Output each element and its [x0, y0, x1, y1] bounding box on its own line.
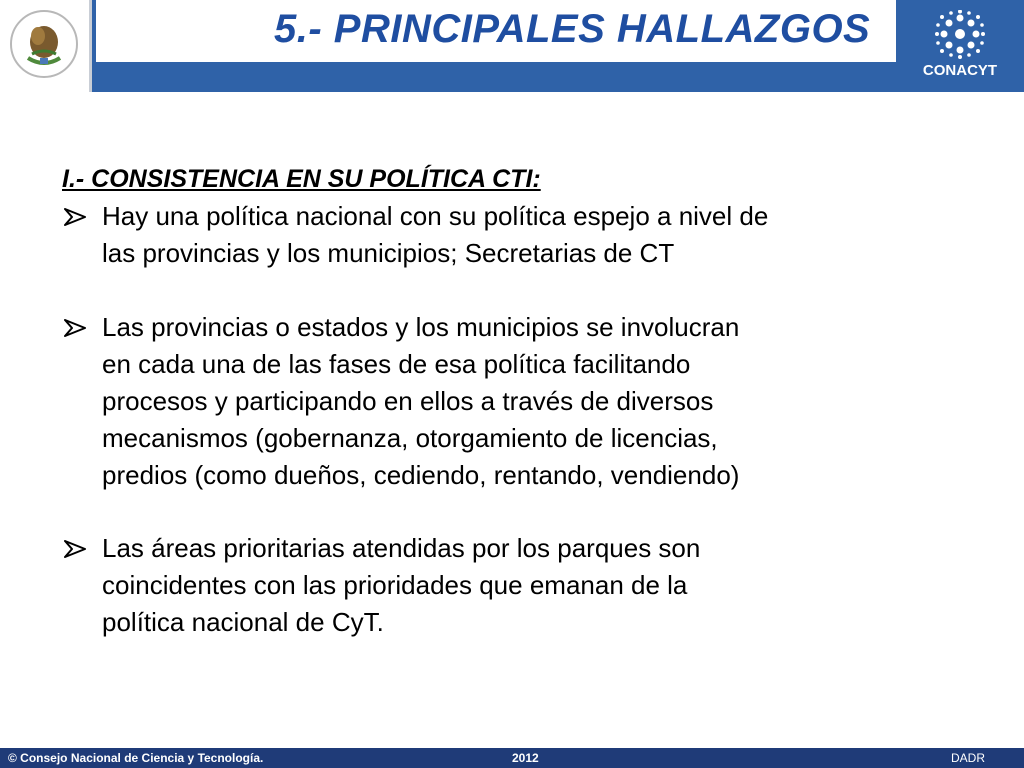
footer-year: 2012	[512, 751, 539, 765]
bullet-line: procesos y participando en ellos a través de diversos	[102, 386, 714, 416]
arrowhead-bullet-icon	[62, 309, 90, 346]
header-bar	[0, 0, 1024, 92]
page-title: 5.- PRINCIPALES HALLAZGOS	[274, 7, 871, 51]
conacyt-logo-text: CONACYT	[922, 62, 998, 79]
footer-copyright: © Consejo Nacional de Ciencia y Tecnología.	[8, 751, 264, 765]
bullet-line: política nacional de CyT.	[102, 607, 384, 637]
section-heading: I.- CONSISTENCIA EN SU POLÍTICA CTI:	[62, 165, 541, 193]
bullet-line: coincidentes con las prioridades que emanan de la	[102, 570, 688, 600]
conacyt-logo	[905, 10, 1015, 84]
conacyt-dots-icon	[933, 10, 987, 60]
slide-content	[62, 160, 992, 641]
mexican-coat-of-arms-icon	[8, 8, 80, 80]
bullet-item	[62, 530, 992, 641]
emblem-box	[0, 0, 92, 92]
footer-initials: DADR	[951, 751, 986, 765]
bullet-line: mecanismos (gobernanza, otorgamiento de licencias,	[102, 423, 718, 453]
bullet-item	[62, 198, 992, 272]
bullet-line: predios (como dueños, cediendo, rentando, vendiendo)	[102, 460, 740, 490]
bullet-line: Las áreas prioritarias atendidas por los parques son	[102, 533, 701, 563]
bullet-list	[62, 198, 992, 641]
footer-bar	[0, 748, 1024, 768]
arrowhead-bullet-icon	[62, 530, 90, 567]
title-box	[96, 0, 896, 62]
bullet-item	[62, 309, 992, 494]
bullet-line: Las provincias o estados y los municipios se involucran	[102, 312, 740, 342]
arrowhead-bullet-icon	[62, 198, 90, 235]
bullet-line: las provincias y los municipios; Secretarias de CT	[102, 238, 675, 268]
bullet-line: en cada una de las fases de esa política facilitando	[102, 349, 691, 379]
bullet-line: Hay una política nacional con su política espejo a nivel de	[102, 201, 769, 231]
